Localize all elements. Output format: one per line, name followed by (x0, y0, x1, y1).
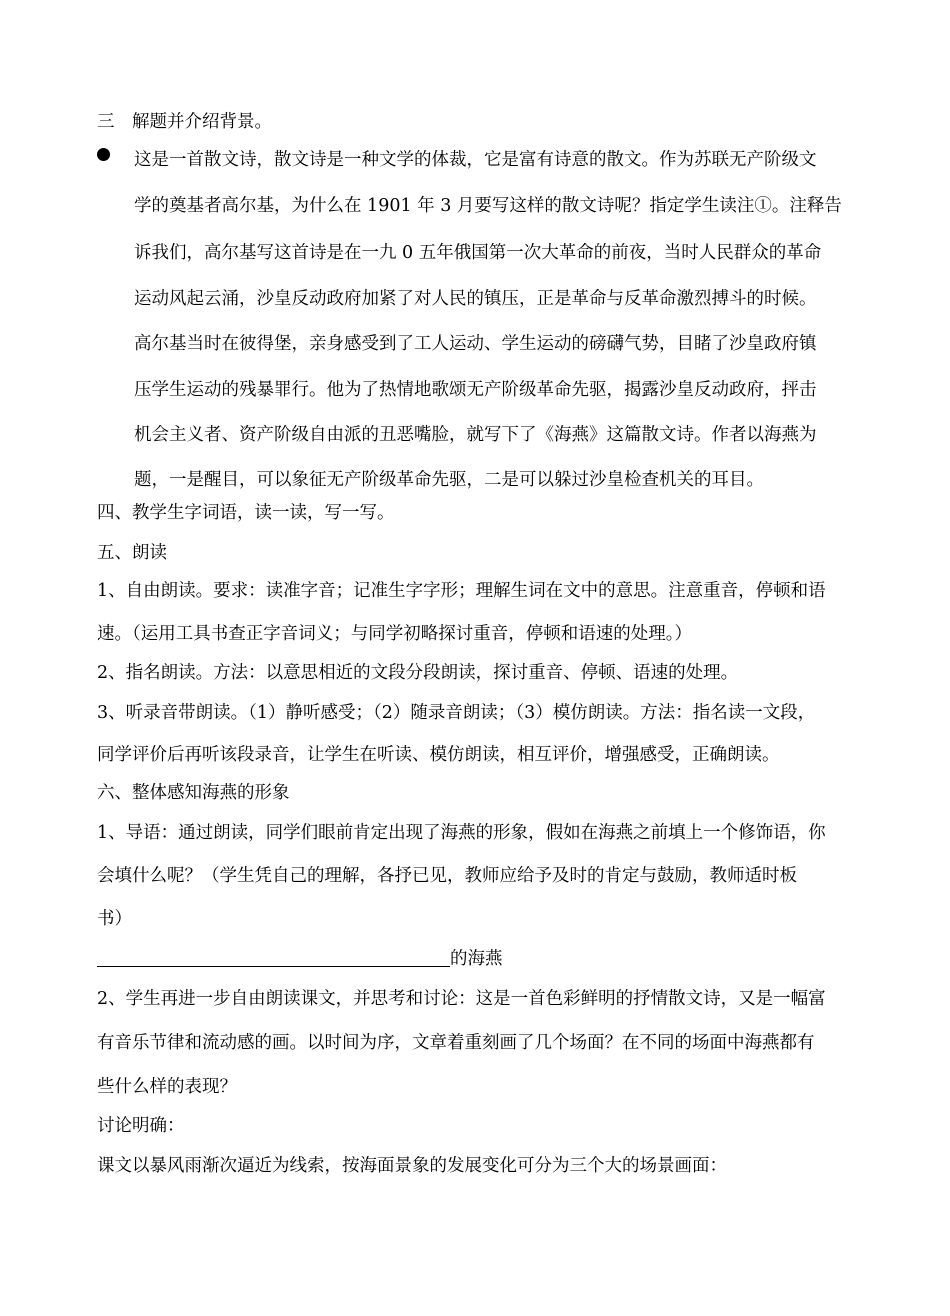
bullet-dot-icon (97, 148, 110, 161)
paragraph-line: 高尔基当时在彼得堡，亲身感受到了工人运动、学生运动的磅礴气势，目睹了沙皇政府镇 (134, 334, 817, 354)
paragraph-line: 讨论明确： (97, 1116, 185, 1136)
section-4-heading: 四、教学生字词语，读一读，写一写。 (97, 503, 395, 523)
paragraph-line: 这是一首散文诗，散文诗是一种文学的体裁，它是富有诗意的散文。作为苏联无产阶级文 (134, 150, 817, 170)
paragraph-line: 运动风起云涌，沙皇反动政府加紧了对人民的镇压，正是革命与反革命激烈搏斗的时候。 (134, 289, 817, 309)
paragraph-line: 同学评价后再听该段录音，让学生在听读、模仿朗读，相互评价，增强感受，正确朗读。 (97, 745, 780, 765)
paragraph-line: 课文以暴风雨渐次逼近为线索，按海面景象的发展变化可分为三个大的场景画面： (97, 1156, 727, 1176)
paragraph-line: 诉我们，高尔基写这首诗是在一九 0 五年俄国第一次大革命的前夜，当时人民群众的革命 (134, 243, 822, 263)
section-3-heading: 三 解题并介绍背景。 (97, 112, 272, 132)
paragraph-line: 学的奠基者高尔基，为什么在 1901 年 3 月要写这样的散文诗呢？指定学生读注①。注释告 (134, 196, 842, 216)
paragraph-line: 机会主义者、资产阶级自由派的丑恶嘴脸，就写下了《海燕》这篇散文诗。作者以海燕为 (134, 425, 817, 445)
paragraph-line: 速。（运用工具书查正字音词义；与同学初略探讨重音，停顿和语速的处理。） (97, 624, 692, 644)
paragraph-line: 些什么样的表现？ (97, 1077, 237, 1097)
fill-in-blank-line (97, 966, 450, 967)
paragraph-line: 会填什么呢？（学生凭自己的理解，各抒已见，教师应给予及时的肯定与鼓励，教师适时板 (97, 866, 797, 886)
section-6-heading: 六、整体感知海燕的形象 (97, 783, 290, 803)
paragraph-line: 1、导语：通过朗读，同学们眼前肯定出现了海燕的形象，假如在海燕之前填上一个修饰语，你 (97, 823, 826, 843)
section-5-heading: 五、朗读 (97, 543, 167, 563)
paragraph-line: 2、指名朗读。方法：以意思相近的文段分段朗读，探讨重音、停顿、语速的处理。 (97, 663, 739, 683)
paragraph-line: 题，一是醒目，可以象征无产阶级革命先驱，二是可以躲过沙皇检查机关的耳目。 (134, 470, 764, 490)
paragraph-line: 有音乐节律和流动感的画。以时间为序，文章着重刻画了几个场面？在不同的场面中海燕都有 (97, 1033, 815, 1053)
paragraph-line: 2、学生再进一步自由朗读课文，并思考和讨论：这是一首色彩鲜明的抒情散文诗，又是一幅富 (97, 989, 826, 1009)
paragraph-line: 1、自由朗读。要求：读准字音；记准生字字形；理解生词在文中的意思。注意重音，停顿和语 (97, 581, 826, 601)
paragraph-line: 压学生运动的残暴罪行。他为了热情地歌颂无产阶级革命先驱，揭露沙皇反动政府，抨击 (134, 380, 817, 400)
paragraph-line: 书） (97, 909, 132, 929)
blank-suffix: 的海燕 (450, 949, 503, 969)
paragraph-line: 3、听录音带朗读。（1）静听感受；（2）随录音朗读；（3）模仿朗读。方法：指名读一文段， (97, 703, 816, 723)
